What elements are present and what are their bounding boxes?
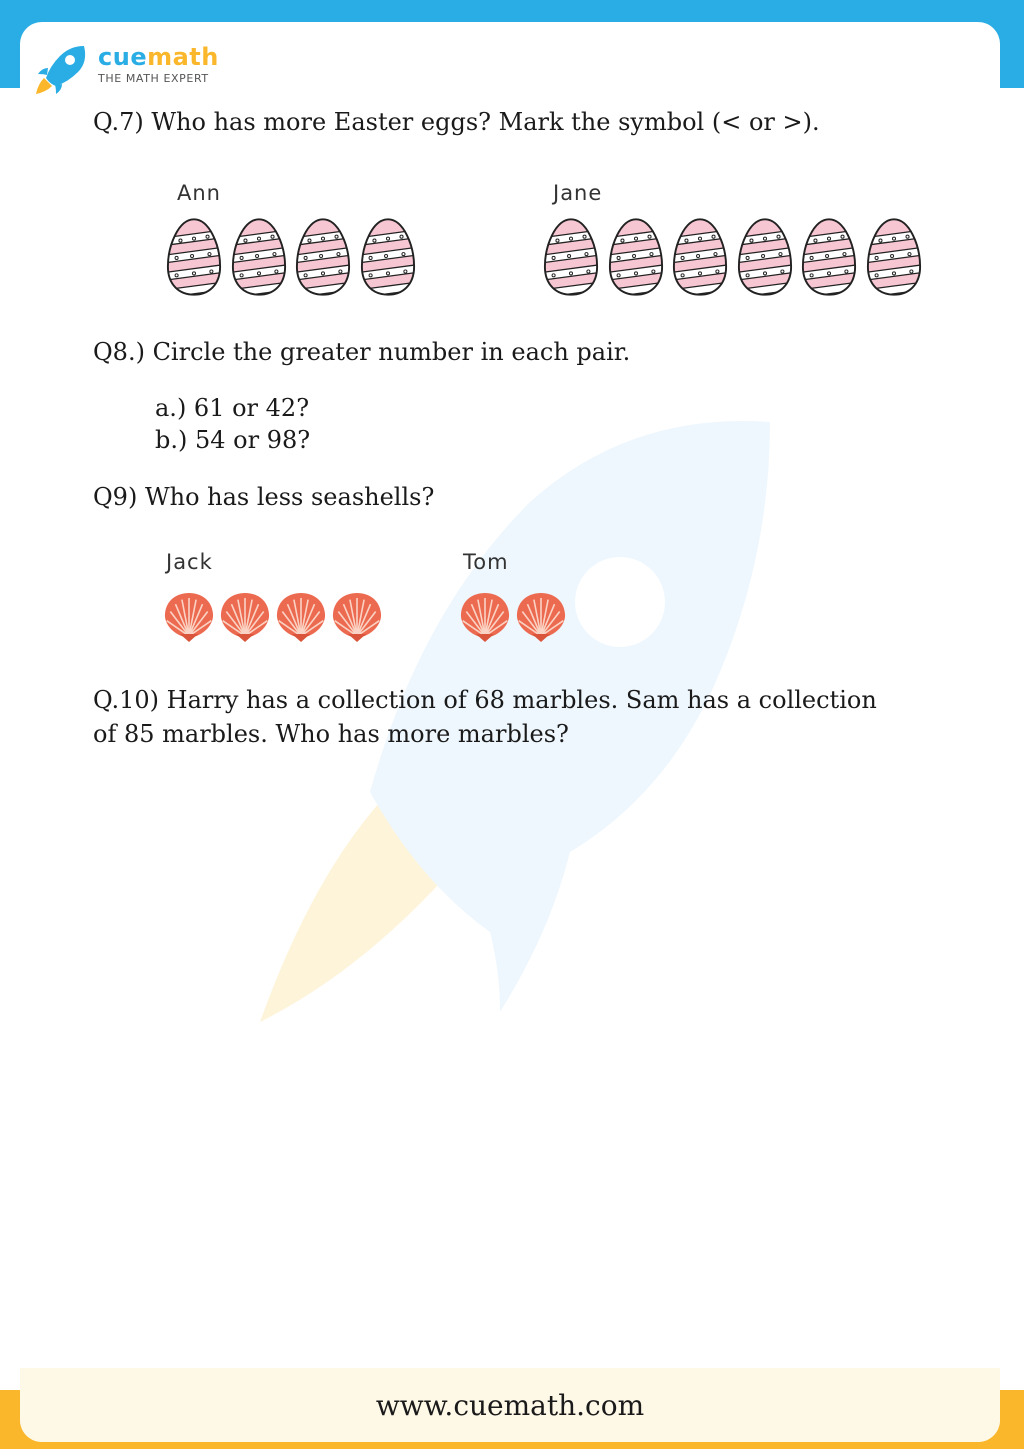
- rocket-icon: [34, 44, 90, 96]
- shell-row-tom: [458, 590, 570, 644]
- brand-part-math: math: [147, 43, 219, 71]
- seashell-icon: [274, 590, 328, 644]
- easter-egg-icon: [542, 216, 600, 298]
- easter-egg-icon: [800, 216, 858, 298]
- name-ann: Ann: [177, 181, 221, 205]
- easter-egg-icon: [671, 216, 729, 298]
- brand-part-cue: cue: [98, 43, 148, 71]
- cuemath-logo: [34, 44, 219, 96]
- egg-row-jane: [542, 216, 929, 298]
- easter-egg-icon: [607, 216, 665, 298]
- easter-egg-icon: [294, 216, 352, 298]
- footer-band: [20, 1368, 1000, 1442]
- name-jane: Jane: [553, 181, 603, 205]
- name-tom: Tom: [463, 550, 509, 574]
- brand-name: [98, 44, 219, 70]
- question-8-text: Q8.) Circle the greater number in each pair.: [93, 338, 631, 366]
- question-10-line-2: of 85 marbles. Who has more marbles?: [93, 720, 569, 748]
- worksheet-page: [20, 22, 1000, 1442]
- brand-tagline: THE MATH EXPERT: [98, 72, 209, 85]
- question-8-part-a: a.) 61 or 42?: [155, 394, 310, 422]
- easter-egg-icon: [865, 216, 923, 298]
- question-8-part-b: b.) 54 or 98?: [155, 426, 311, 454]
- easter-egg-icon: [359, 216, 417, 298]
- question-7-text: Q.7) Who has more Easter eggs? Mark the symbol (< or >).: [93, 108, 820, 136]
- seashell-icon: [162, 590, 216, 644]
- seashell-icon: [218, 590, 272, 644]
- easter-egg-icon: [165, 216, 223, 298]
- shell-row-jack: [162, 590, 386, 644]
- seashell-icon: [330, 590, 384, 644]
- question-9-text: Q9) Who has less seashells?: [93, 483, 435, 511]
- easter-egg-icon: [736, 216, 794, 298]
- footer-url: www.cuemath.com: [375, 1389, 645, 1422]
- egg-row-ann: [165, 216, 423, 298]
- seashell-icon: [458, 590, 512, 644]
- name-jack: Jack: [166, 550, 213, 574]
- easter-egg-icon: [230, 216, 288, 298]
- question-10-line-1: Q.10) Harry has a collection of 68 marbles. Sam has a collection: [93, 686, 877, 714]
- seashell-icon: [514, 590, 568, 644]
